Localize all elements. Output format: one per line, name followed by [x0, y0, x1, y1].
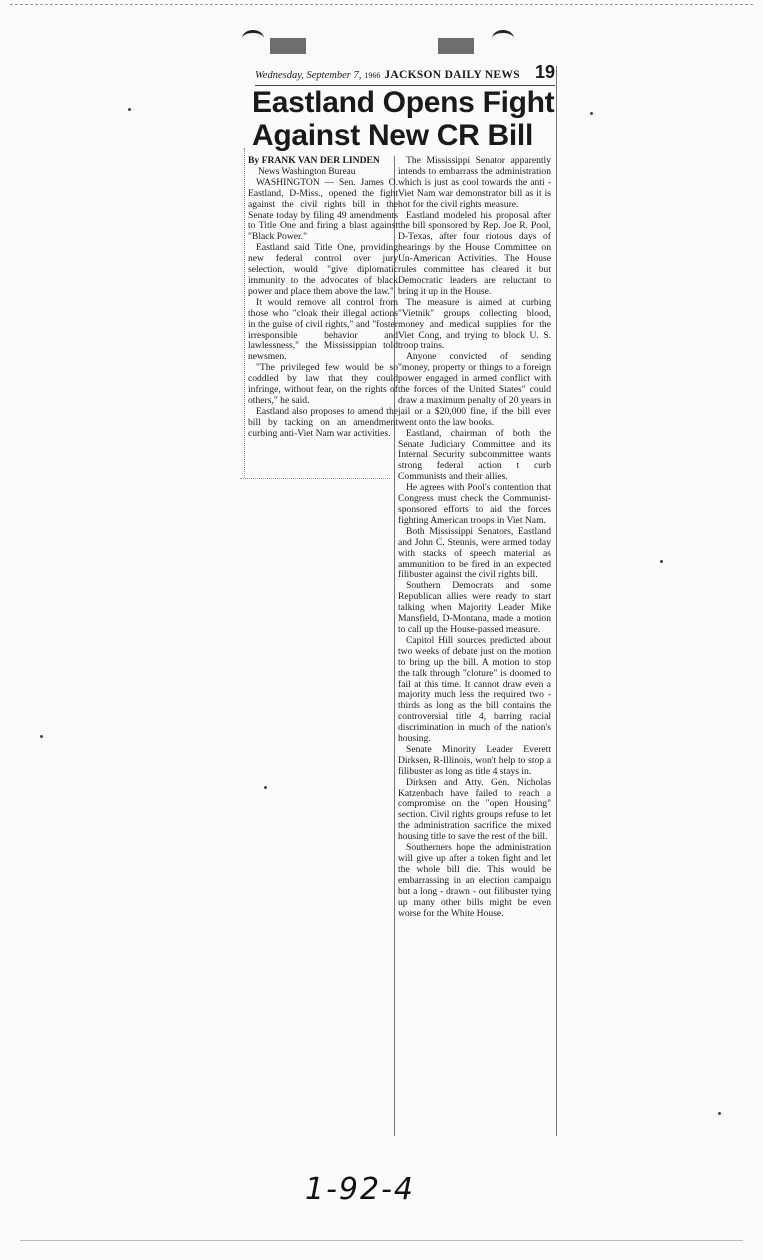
clip-arc-left — [242, 30, 264, 47]
paragraph: Eastland, chairman of both the Senate Judiciary Committee and its Internal Security subcommittee wants strong federal action t curb Communists and their allies. — [398, 427, 551, 483]
handwritten-file-number: 1-92-4 — [305, 1172, 415, 1207]
byline: By FRANK VAN DER LINDEN — [248, 155, 380, 166]
paragraph: Dirksen and Atty. Gen. Nicholas Katzenbach have failed to reach a compromise on the "open Housing" section. Civil rights groups refuse to let the administration sacrifice the mixed housing title to save the rest of the bill. — [398, 776, 551, 843]
clip-mark-right — [438, 38, 474, 54]
paragraph: The measure is aimed at curbing "Vietnik" groups collecting blood, money and medical supplies for the Viet Cong, and trying to block U. S. troop trains. — [398, 296, 551, 352]
paragraph: Eastland said Title One, providing new federal control over jury selection, would "give diplomatic immunity to the advocates of black power and place them above the law." — [248, 242, 398, 297]
scan-speck — [718, 1112, 721, 1115]
paragraph: It would remove all control from those who "cloak their illegal actions in the guise of civil rights," and "foster irresponsible behavior and lawlessness," the Mississippian told newsmen. — [248, 296, 398, 363]
paragraph: Capitol Hill sources predicted about two weeks of debate just on the motion to bring up the bill. A motion to stop the talk through "cloture" is doomed to fail at this time. It cannot draw even a majority much less the required two - thirds as long as the bill contains the controversial title 4, barring racial discrimination in much of the nation's housing. — [398, 634, 551, 745]
article-column-left — [248, 156, 398, 440]
column-end-rule — [240, 478, 390, 479]
article-column-right — [398, 156, 551, 919]
paragraph: "The privileged few would be so coddled by law that they could infringe, without fear, on the rights of others," he said. — [248, 362, 398, 406]
paragraph: Senate Minority Leader Everett Dirksen, R-Illinois, won't help to stop a filibuster as long as title 4 stays in. — [398, 743, 551, 777]
paragraph: WASHINGTON — Sen. James O. Eastland, D-Miss., opened the fight against the civil rights bill in the Senate today by filing 49 amendments to Title One and firing a blast against "Black Power." — [248, 176, 398, 243]
scan-edge-bottom — [20, 1240, 743, 1241]
scan-speck — [128, 108, 131, 111]
newspaper-masthead — [255, 62, 555, 86]
scan-edge-top — [10, 4, 753, 5]
paragraph: Southerners hope the administration will give up after a token fight and let the whole bill die. This would be embarrassing in an election campaign but a long - drawn - out filibuster tying up many other bills might be even worse for the White House. — [398, 842, 551, 919]
paragraph: The Mississippi Senator apparently intends to embarrass the administration which is just as cool towards the anti - Viet Nam war demonstrator bill as it is hot for the civil rights measure. — [398, 155, 551, 210]
headline-line-1: Eastland Opens Fight — [252, 86, 555, 119]
column-rule-left — [244, 148, 245, 478]
masthead-page-number: 19 — [534, 62, 555, 82]
clip-mark-left — [270, 38, 306, 54]
masthead-paper-name: JACKSON DAILY NEWS — [384, 69, 520, 81]
paragraph: Eastland modeled his proposal after the bill sponsored by Rep. Joe R. Pool, D-Texas, after four riotous days of hearings by the House Committee on Un-American Activities. The House rules committee has cleared it but Democratic leaders are reluctant to bring it up in the House. — [398, 209, 551, 297]
clip-arc-right — [492, 30, 514, 47]
article-headline — [252, 86, 562, 152]
headline-line-2: Against New CR Bill — [252, 119, 533, 152]
paragraph: Southern Democrats and some Republican allies were ready to start talking when Majority Leader Mike Mansfield, D-Montana, made a motion to call up the House-passed measure. — [398, 580, 551, 635]
scan-speck — [590, 112, 593, 115]
paragraph: Both Mississippi Senators, Eastland and John C. Stennis, were armed today with stacks of speech material as ammunition to be fired in an expected filibuster against the civil rights bill. — [398, 525, 551, 581]
masthead-year: 1966 — [364, 71, 381, 80]
masthead-date: Wednesday, September 7, — [255, 70, 362, 81]
scan-speck — [264, 786, 267, 789]
paragraph: He agrees with Pool's contention that Congress must check the Communist-sponsored efforts to aid the forces fighting American troops in Viet Nam. — [398, 482, 551, 526]
paragraph: Eastland also proposes to amend the bill by tacking on an amendment curbing anti-Viet Nam war activities. — [248, 405, 398, 439]
scan-speck — [40, 735, 43, 738]
column-rule-right — [556, 66, 557, 1136]
bureau-line: News Washington Bureau — [258, 166, 356, 177]
scan-speck — [660, 560, 663, 563]
paragraph: Anyone convicted of sending "money, property or things to a foreign power engaged in armed conflict with the forces of the United States" could draw a maximum penalty of 20 years in jail or a $20,000 fine, if the bill ever went onto the law books. — [398, 351, 551, 428]
